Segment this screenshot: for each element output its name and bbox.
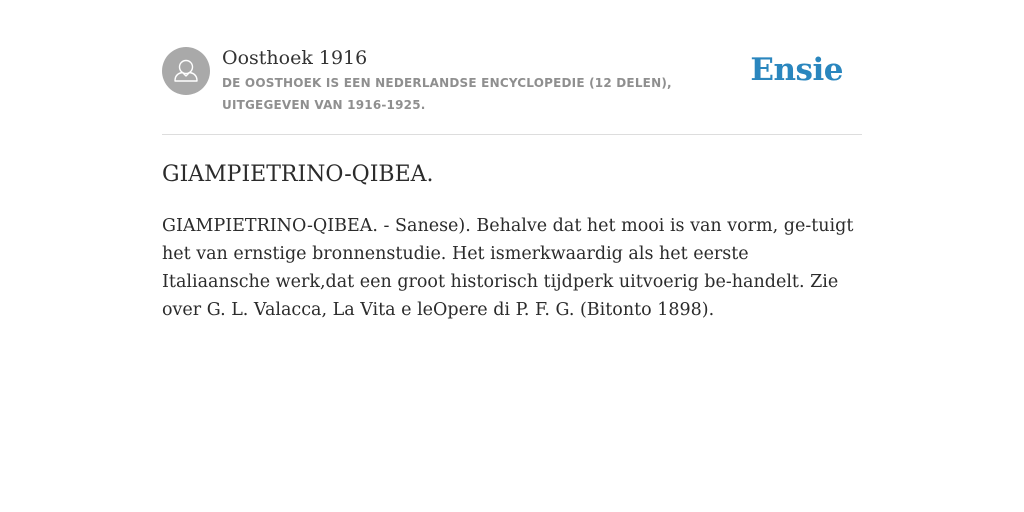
brand-logo[interactable]: Ensie <box>750 52 843 88</box>
source-title[interactable]: Oosthoek 1916 <box>222 47 368 69</box>
entry-body: GIAMPIETRINO-QIBEA. - Sanese). Behalve dat het mooi is van vorm, ge-tuigt het van ernstige bronnenstudie. Het ismerkwaardig als het eerste Italiaansche werk,dat een groot historisch tijdperk uitvoerig be-handelt. Zie over G. L. Valacca, La Vita e leOpere di P. F. G. (Bitonto 1898). <box>162 216 854 320</box>
user-icon <box>162 47 210 95</box>
entry-title: GIAMPIETRINO-QIBEA. <box>162 162 434 187</box>
entry-card <box>162 0 862 320</box>
source-avatar[interactable] <box>162 47 210 95</box>
source-description: DE OOSTHOEK IS EEN NEDERLANDSE ENCYCLOPEDIE (12 DELEN), UITGEGEVEN VAN 1916-1925. <box>222 76 672 112</box>
source-header <box>162 0 862 135</box>
